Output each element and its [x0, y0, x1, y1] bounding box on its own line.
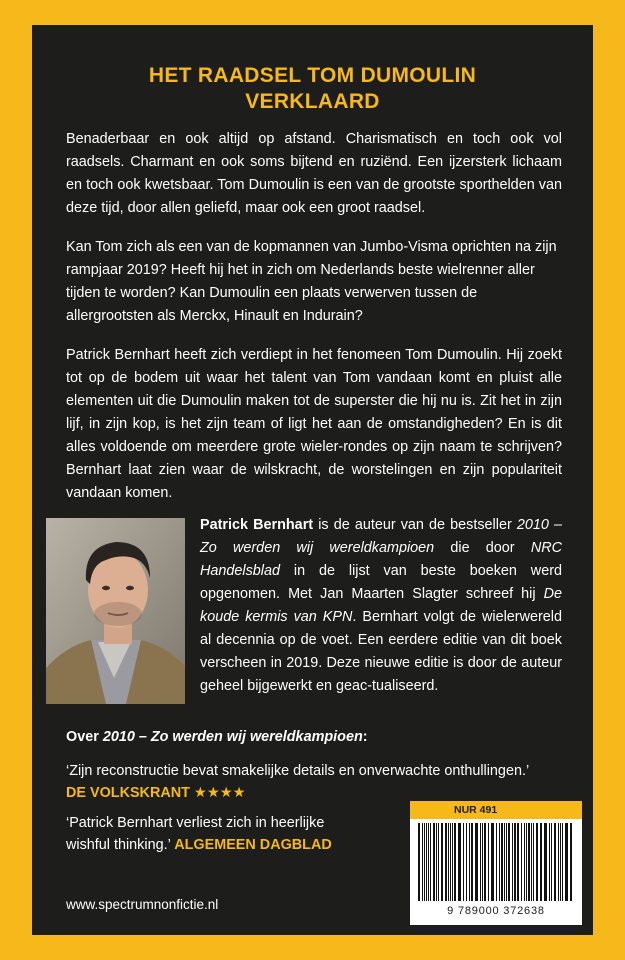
- title-line-1: HET RAADSEL TOM DUMOULIN: [148, 64, 477, 87]
- bio-text-1: is de auteur van de bestseller: [313, 517, 517, 533]
- review-quote-2: [66, 812, 366, 856]
- back-cover: [32, 25, 593, 935]
- blurb-paragraph-3: Patrick Bernhart heeft zich verdiept in het fenomeen Tom Dumoulin. Hij zoekt tot op de bodem uit waar het talent van Tom vandaan komt en pluist alle elementen uit die Dumoulin maken tot de superster die hij nu is. Zit het in zijn lijf, in zijn kop, is het zijn team of ligt het aan de omstandigheden? En is dit alles voldoende om meerdere grote wieler-rondes op zijn naam te schrijven? Bernhart laat zien waar de wilskracht, de worstelingen en zijn populariteit vandaan komen.: [66, 347, 562, 501]
- about-prefix: Over: [66, 729, 103, 745]
- about-heading: [66, 729, 368, 745]
- bio-text-4: . Bernhart volgt de wielerwereld al decennia op de voet. Een eerdere editie van dit boek verscheen in 2019. Deze nieuwe editie is door de auteur geheel bijgewerkt en geac-tualiseerd.: [200, 609, 562, 694]
- quote-1-text: ‘Zijn reconstructie bevat smakelijke details en onverwachte onthullingen.’: [66, 763, 530, 779]
- bio-text-2: die door: [434, 540, 531, 556]
- title-line-2: VERKLAARD: [245, 90, 380, 113]
- barcode-block: [410, 801, 582, 925]
- quote-2-source: ALGEMEEN DAGBLAD: [174, 837, 332, 853]
- about-suffix: :: [362, 729, 368, 745]
- about-book: 2010 – Zo werden wij wereldkampioen: [102, 729, 363, 745]
- author-name: Patrick Bernhart: [200, 517, 314, 533]
- bio-newspaper: NRC Handelsblad: [200, 540, 562, 579]
- book-title: [32, 63, 593, 115]
- barcode-icon: [416, 823, 576, 903]
- blurb-paragraph-2: Kan Tom zich als een van de kopmannen van Jumbo-Visma oprichten na zijn rampjaar 2019? Heeft hij het in zich om Nederlands beste wielrenner aller tijden te worden? Kan Dumoulin een plaats verwerven tussen de allergrootsten als Merckx, Hinault en Indurain?: [66, 239, 557, 324]
- author-bio: [200, 514, 562, 698]
- blurb-paragraph-1: Benaderbaar en ook altijd op afstand. Charismatisch en toch ook vol raadsels. Charmant en ook soms bijtend en ruziënd. Een ijzersterk lichaam en toch ook kwetsbaar. Tom Dumoulin is een van de grootste sporthelden van deze tijd, door allen geliefd, maar ook een groot raadsel.: [66, 131, 562, 216]
- author-photo: [46, 518, 185, 704]
- publisher-website[interactable]: www.spectrumnonfictie.nl: [66, 897, 219, 912]
- isbn-number: 9 789000 372638: [447, 905, 545, 917]
- quote-1-source: DE VOLKSKRANT ★★★★: [66, 785, 246, 801]
- review-quote-1: [66, 760, 566, 804]
- bio-book-1: 2010 – Zo werden wij wereldkampioen: [200, 517, 563, 556]
- bio-text-3: in de lijst van beste boeken werd opgenomen. Met Jan Maarten Slagter schreef hij: [200, 563, 562, 602]
- bio-book-2: De koude kermis van KPN: [200, 586, 562, 625]
- nur-code: NUR 491: [410, 801, 582, 819]
- quote-2-text: ‘Patrick Bernhart verliest zich in heerlijke wishful thinking.’: [66, 815, 325, 853]
